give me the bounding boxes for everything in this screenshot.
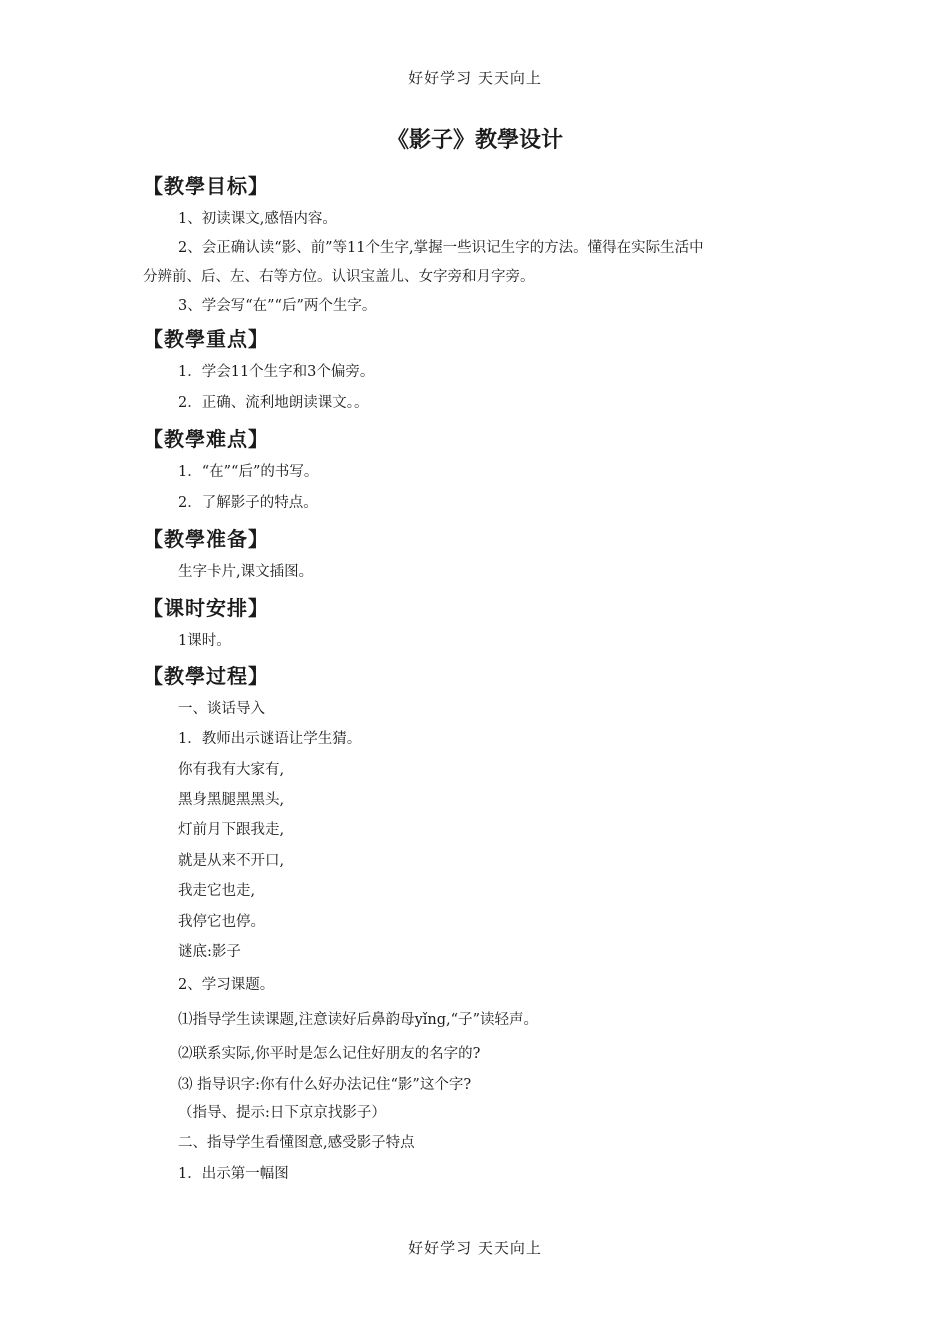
page-header: 好好学习 天天向上 (408, 69, 542, 87)
difficulty-item: 2．了解影子的特点。 (178, 495, 318, 511)
riddle-line: 黑身黑腿黑黑头, (178, 792, 285, 808)
process-item: 二、指导学生看懂图意,感受影子特点 (178, 1135, 415, 1151)
difficulty-item: 1．“在”“后”的书写。 (178, 464, 319, 480)
schedule-item: 1课时。 (178, 633, 231, 649)
riddle-line: 我停它也停。 (178, 914, 265, 930)
process-item: ⑴指导学生读课题,注意读好后鼻韵母yǐng,“子”读轻声。 (178, 1012, 538, 1028)
key-point-item: 1．学会11个生字和3个偏旁。 (178, 364, 375, 380)
process-item: 2、学习课题。 (178, 977, 275, 993)
section-heading-goals: 【教學目标】 (143, 174, 269, 198)
section-heading-schedule: 【课时安排】 (143, 596, 269, 620)
goal-item-continued: 分辨前、后、左、右等方位。认识宝盖儿、女字旁和月字旁。 (143, 269, 535, 285)
process-item: ⑶ 指导识字:你有什么好办法记住“影”这个字? (178, 1077, 472, 1093)
process-item: 1．教师出示谜语让学生猜。 (178, 731, 362, 747)
page-footer: 好好学习 天天向上 (408, 1239, 542, 1257)
riddle-line: 就是从来不开口, (178, 853, 285, 869)
riddle-line: 灯前月下跟我走, (178, 822, 285, 838)
section-heading-preparation: 【教學准备】 (143, 527, 269, 551)
riddle-line: 我走它也走, (178, 883, 256, 899)
preparation-item: 生字卡片,课文插图。 (178, 564, 314, 580)
goal-item: 2、会正确认读“影、前”等11个生字,掌握一些识记生字的方法。懂得在实际生活中 (178, 240, 704, 256)
process-item: （指导、提示:日下京京找影子） (178, 1105, 386, 1121)
process-item: ⑵联系实际,你平时是怎么记住好朋友的名字的? (178, 1046, 481, 1062)
goal-item: 3、学会写“在”“后”两个生字。 (178, 298, 377, 314)
goal-item: 1、初读课文,感悟内容。 (178, 211, 337, 227)
document-title: 《影子》教學设计 (386, 128, 563, 153)
riddle-line: 你有我有大家有, (178, 762, 285, 778)
riddle-answer: 谜底:影子 (178, 944, 241, 960)
section-heading-process: 【教學过程】 (143, 664, 269, 688)
section-heading-key-points: 【教學重点】 (143, 327, 269, 351)
key-point-item: 2．正确、流利地朗读课文。。 (178, 395, 369, 411)
process-item: 一、谈话导入 (178, 701, 265, 717)
section-heading-difficulties: 【教學难点】 (143, 427, 269, 451)
process-item: 1．出示第一幅图 (178, 1166, 289, 1182)
